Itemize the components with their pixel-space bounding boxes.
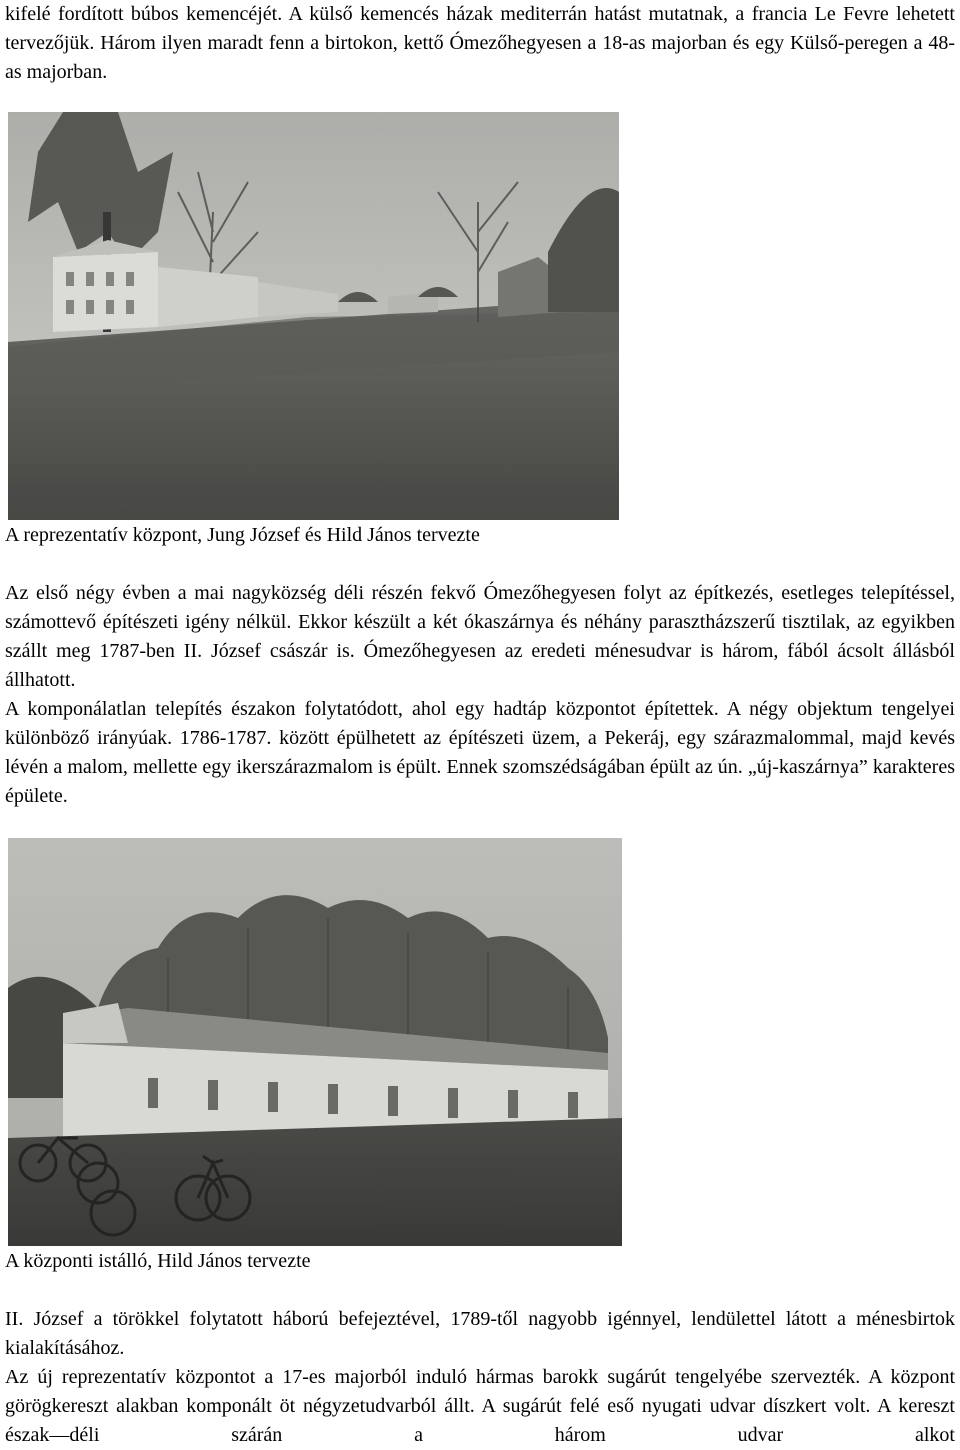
paragraph-middle-2: A komponálatlan telepítés északon folytatódott, ahol egy hadtáp központot építettek. A négy objektum tengelyei különböző irányúak. 1786-1787. között épülhetett az építészeti üzem, a Pekeráj, egy szárazmalommal, majd kevés lévén a malom, mellette egy ikerszárazmalom is épült. Ennek szomszédságában épült az ún. „új-kaszárnya” karakteres épülete. (5, 698, 955, 807)
photo-central-stable (8, 838, 622, 1246)
paragraph-bottom-2: Az új reprezentatív központot a 17-es majorból induló hármas barokk sugárút tengelyébe szervezték. A központ görögkereszt alakban komponált öt négyzetudvarból állt. A sugárút felé eső nyugati udvar díszkert volt. A kereszt észak—déli szárán a három udvar alkot (5, 1366, 955, 1446)
figure1-caption: A reprezentatív központ, Jung József és Hild János tervezte (5, 524, 480, 546)
photo-representative-center (8, 112, 619, 520)
paragraph-middle-1: Az első négy évben a mai nagyközség déli részén fekvő Ómezőhegyesen folyt az építkezés, esetleges telepítéssel, számottevő építészeti igény nélkül. Ekkor készült a két ókaszárnya és néhány parasztházszerű tisztilak, az egyikben szállt meg 1787-ben II. József császár is. Ómezőhegyesen az eredeti ménesudvar is három, fából ácsolt állásból állhatott. (5, 582, 955, 691)
paragraph-bottom-1: II. József a törökkel folytatott háború befejeztével, 1789-től nagyobb igénnyel, lendülettel látott a ménesbirtok kialakításához. (5, 1308, 955, 1359)
figure2-caption: A központi istálló, Hild János tervezte (5, 1250, 311, 1272)
paragraph-top: kifelé fordított búbos kemencéjét. A külső kemencés házak mediterrán hatást mutatnak, a francia Le Fevre lehetett tervezőjük. Három ilyen maradt fenn a birtokon, kettő Ómezőhegyesen a 18-as majorban és egy Külső-peregen a 48-as majorban. (5, 3, 955, 83)
